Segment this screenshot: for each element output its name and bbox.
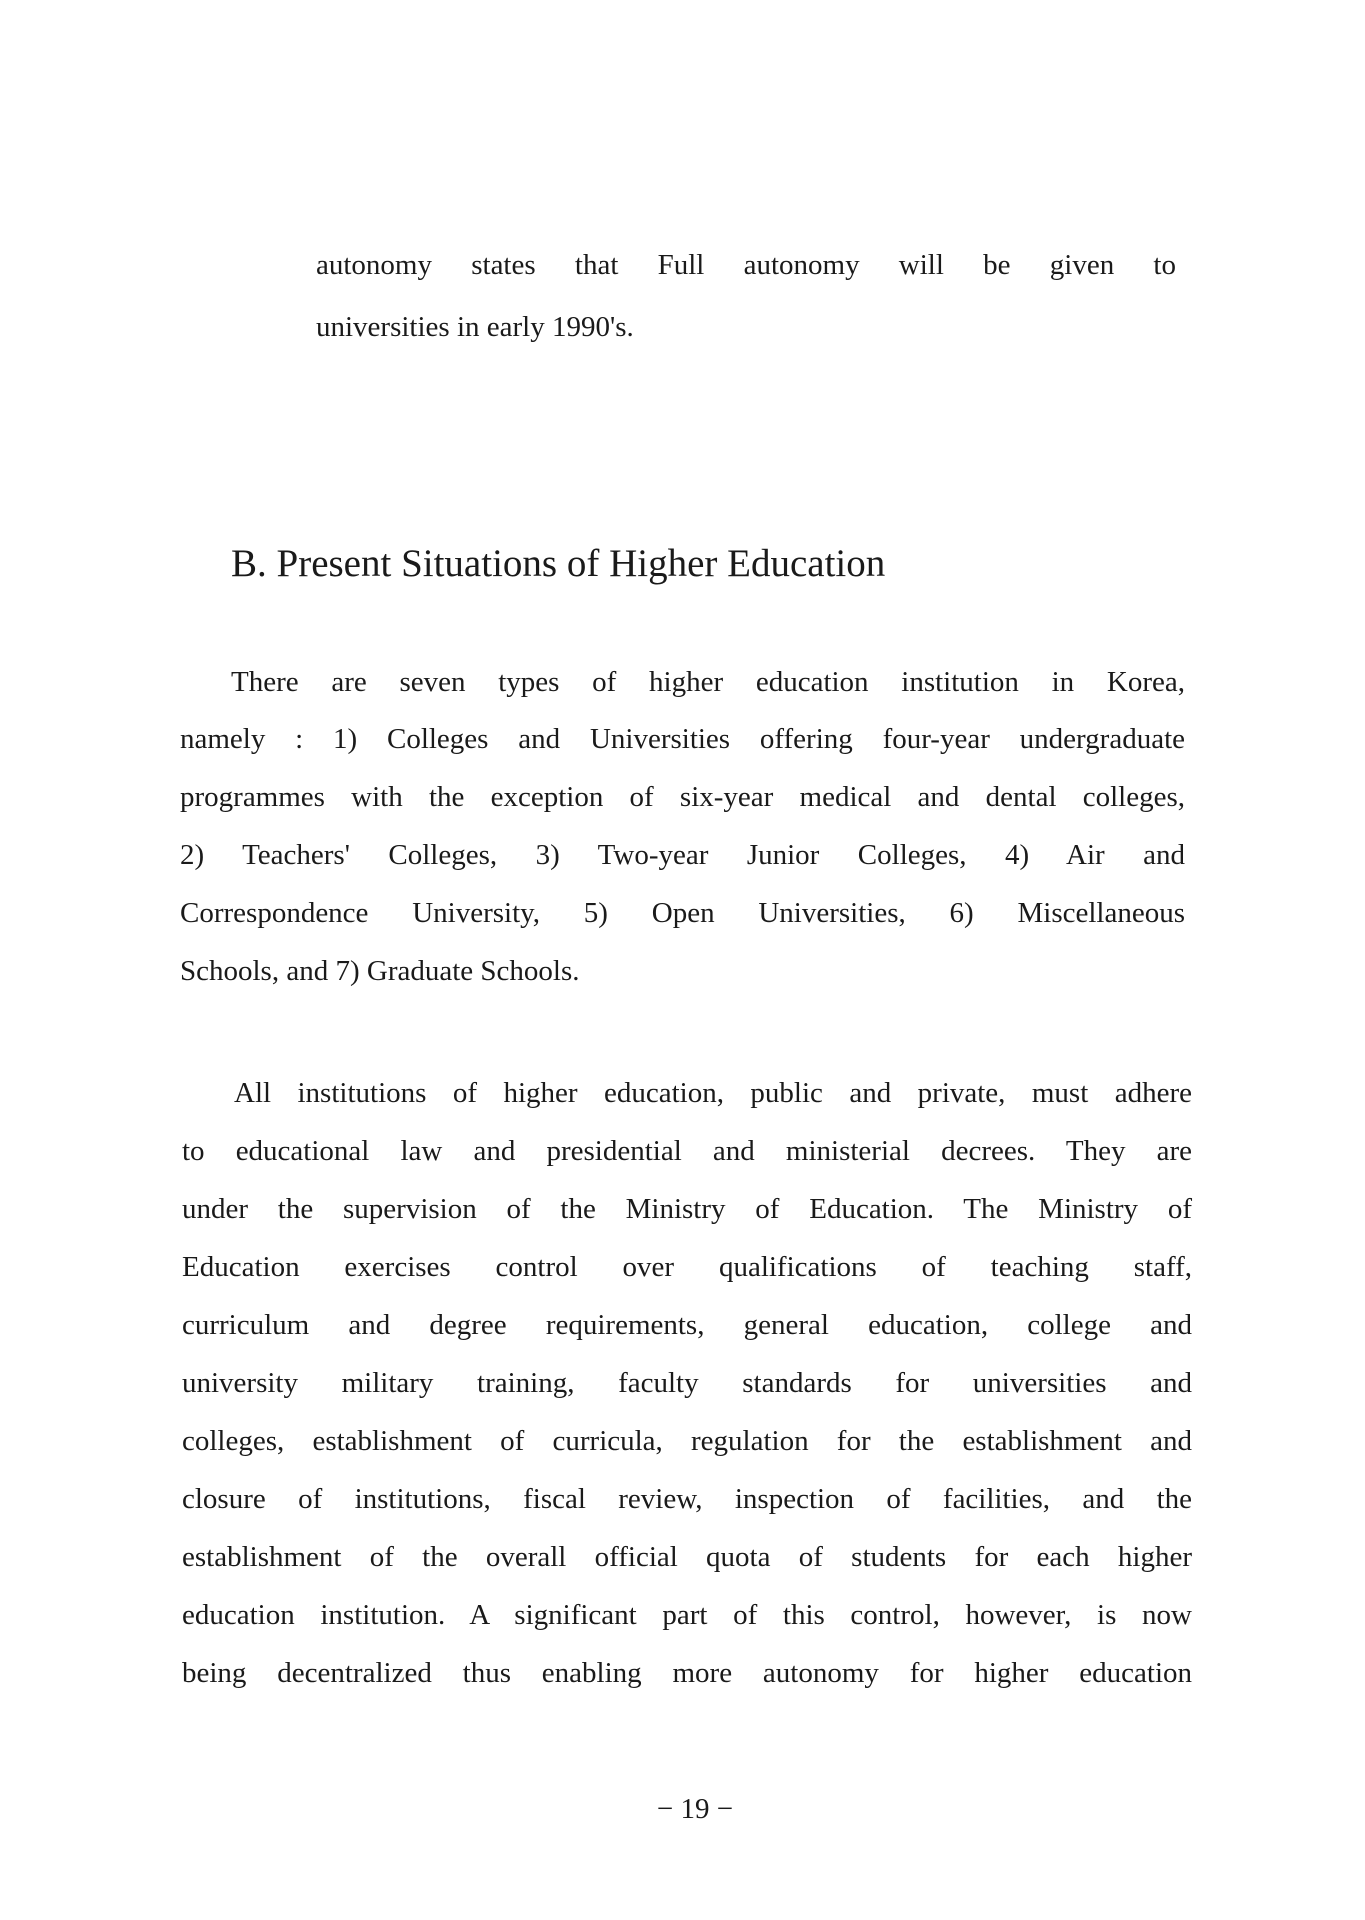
paragraph2-line-8: closure of institutions, fiscal review, inspection of facilities, and the xyxy=(182,1483,1192,1515)
intro-line-2: universities in early 1990's. xyxy=(316,311,634,343)
paragraph1-line-2: namely : 1) Colleges and Universities offering four-year undergraduate xyxy=(180,723,1185,755)
paragraph2-line-7: colleges, establishment of curricula, regulation for the establishment and xyxy=(182,1425,1192,1457)
paragraph2-line-10: education institution. A significant part of this control, however, is now xyxy=(182,1599,1192,1631)
paragraph2-line-2: to educational law and presidential and ministerial decrees. They are xyxy=(182,1135,1192,1167)
paragraph1-line-4: 2) Teachers' Colleges, 3) Two-year Junior Colleges, 4) Air and xyxy=(180,839,1185,871)
paragraph2-line-1: All institutions of higher education, public and private, must adhere xyxy=(234,1077,1192,1109)
paragraph2-line-4: Education exercises control over qualifications of teaching staff, xyxy=(182,1251,1192,1283)
intro-line-1: autonomy states that Full autonomy will be given to xyxy=(316,249,1176,281)
paragraph2-line-6: university military training, faculty standards for universities and xyxy=(182,1367,1192,1399)
paragraph1-line-5: Correspondence University, 5) Open Universities, 6) Miscellaneous xyxy=(180,897,1185,929)
paragraph2-line-11: being decentralized thus enabling more autonomy for higher education xyxy=(182,1657,1192,1689)
page-number: − 19 − xyxy=(656,1793,734,1825)
section-heading: B. Present Situations of Higher Education xyxy=(231,542,886,585)
paragraph2-line-3: under the supervision of the Ministry of Education. The Ministry of xyxy=(182,1193,1192,1225)
paragraph2-line-5: curriculum and degree requirements, general education, college and xyxy=(182,1309,1192,1341)
paragraph2-line-9: establishment of the overall official quota of students for each higher xyxy=(182,1541,1192,1573)
paragraph1-line-6: Schools, and 7) Graduate Schools. xyxy=(180,955,580,987)
paragraph1-line-3: programmes with the exception of six-year medical and dental colleges, xyxy=(180,781,1185,813)
paragraph1-line-1: There are seven types of higher education institution in Korea, xyxy=(231,666,1185,698)
